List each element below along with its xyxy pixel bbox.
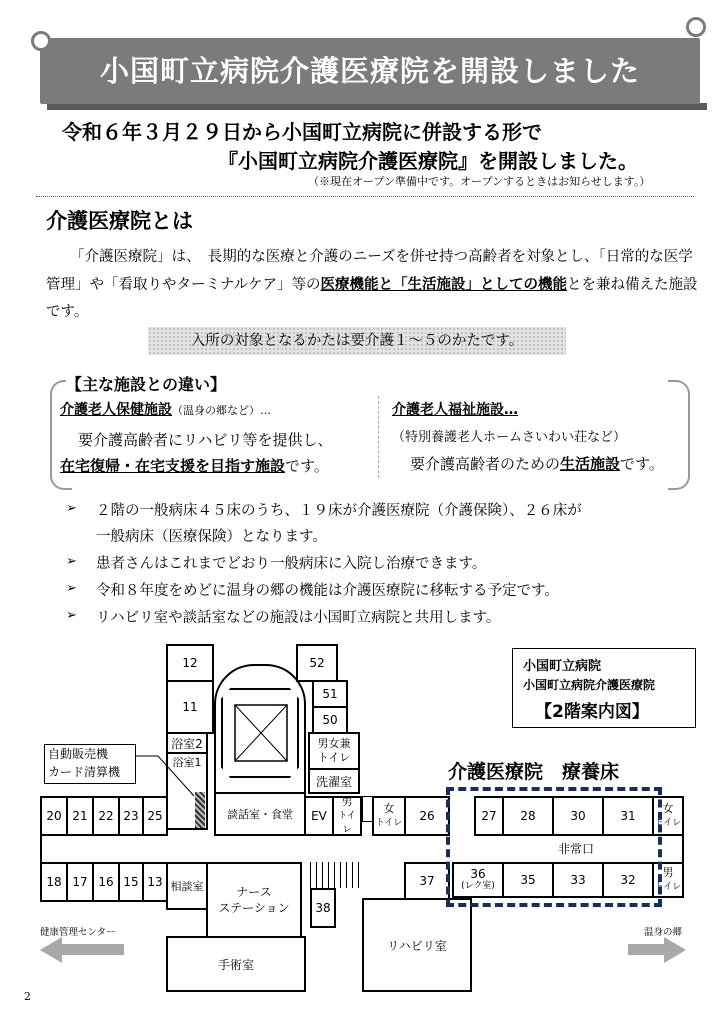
banner-curl-left bbox=[31, 31, 51, 51]
title-banner bbox=[40, 38, 700, 104]
lead-note: （※現在オープン準備中です。オープンするときはお知らせします。） bbox=[308, 175, 651, 188]
room-11: 11 bbox=[166, 680, 214, 734]
vending-leader-line bbox=[134, 750, 204, 800]
room-15: 15 bbox=[118, 862, 144, 902]
hoken-title: 介護老人保健施設 bbox=[60, 402, 172, 418]
bullet-arrow-icon: ➢ bbox=[66, 608, 77, 623]
differences-divider bbox=[378, 396, 379, 478]
bullet-item-4: リハビリ室や談話室などの施設は小国町立病院と共用します。 bbox=[96, 610, 501, 626]
fukushi-title: 介護老人福祉施設… bbox=[392, 402, 518, 418]
hoken-sub: （温身の郷など）… bbox=[172, 404, 271, 417]
female-label: 女 bbox=[383, 802, 395, 815]
legend-line-3: 【2階案内図】 bbox=[535, 702, 649, 722]
lead-line-1: 令和６年３月２９日から小国町立病院に併設する形で bbox=[62, 120, 542, 144]
hoken-text-1: 要介護高齢者にリハビリ等を提供し、 bbox=[78, 431, 333, 449]
description-paragraph bbox=[46, 244, 698, 326]
room-28: 28 bbox=[502, 796, 554, 836]
toilet-label: トイレ bbox=[338, 811, 356, 835]
lead-line-2: 『小国町立病院介護医療院』を開設しました。 bbox=[218, 149, 638, 173]
room-30: 30 bbox=[552, 796, 604, 836]
fukushi-text-a: 要介護高齢者のための bbox=[410, 455, 561, 473]
room-26: 26 bbox=[404, 796, 450, 836]
bullet-arrow-icon: ➢ bbox=[66, 581, 77, 596]
right-arrow-shaft bbox=[628, 944, 666, 955]
consultation-room: 相談室 bbox=[166, 862, 208, 910]
toilet-label: トイレ bbox=[654, 882, 682, 892]
bullet-item-1-cont: 一般病床（医療保険）となります。 bbox=[96, 529, 327, 545]
room-25: 25 bbox=[142, 796, 168, 836]
room-20: 20 bbox=[40, 796, 68, 836]
bath-1: 浴室1 bbox=[166, 752, 208, 772]
care-area-label: 介護医療院 療養床 bbox=[448, 761, 620, 783]
differences-bracket-right bbox=[668, 380, 690, 490]
room-36-number: 36 bbox=[470, 867, 486, 881]
room-18: 18 bbox=[40, 862, 68, 902]
nurse-station bbox=[206, 862, 302, 938]
bullet-arrow-icon: ➢ bbox=[66, 501, 77, 516]
target-banner: 入所の対象となるかたは要介護１～５のかたです。 bbox=[148, 327, 566, 355]
fukushi-sub: （特別養護老人ホームさいわい荘など） bbox=[392, 430, 627, 445]
male-toilet bbox=[332, 796, 362, 836]
unisex-label-2: トイレ bbox=[317, 751, 351, 764]
room-36-note: (レク室) bbox=[461, 881, 495, 891]
page-number: 2 bbox=[24, 990, 31, 1003]
floor-plan-legend bbox=[512, 648, 696, 728]
legend-line-1: 小国町立病院 bbox=[523, 659, 602, 674]
elevator: EV bbox=[304, 796, 334, 836]
room-21: 21 bbox=[66, 796, 94, 836]
nurse-label-1: ナース bbox=[236, 885, 272, 899]
unisex-label-1: 男女兼 bbox=[317, 737, 351, 750]
fukushi-text-b: です。 bbox=[620, 455, 664, 473]
room-38: 38 bbox=[310, 888, 336, 928]
title-banner-shadow bbox=[47, 103, 707, 110]
fukushi-text-underlined: 生活施設 bbox=[560, 455, 621, 473]
hoken-title-line bbox=[60, 399, 368, 419]
description-text-end: とを兼ね備えた施設です。 bbox=[46, 277, 698, 320]
vending-label-1: 自動販売機 bbox=[48, 747, 109, 761]
right-arrow-icon bbox=[664, 937, 686, 963]
room-52: 52 bbox=[296, 644, 338, 682]
room-32: 32 bbox=[602, 862, 654, 898]
room-17: 17 bbox=[66, 862, 94, 902]
legend-line-2: 小国町立病院介護医療院 bbox=[523, 678, 656, 692]
bath-2: 浴室2 bbox=[166, 732, 208, 754]
hoken-text-2 bbox=[60, 455, 329, 476]
room-27: 27 bbox=[474, 796, 504, 836]
unisex-toilet bbox=[308, 732, 360, 770]
room-13: 13 bbox=[142, 862, 168, 902]
toilet-label: トイレ bbox=[654, 818, 682, 828]
hoken-text-end: です。 bbox=[285, 457, 329, 475]
right-arrow-label: 温身の郷 bbox=[644, 927, 683, 938]
left-arrow-label: 健康管理センター bbox=[40, 927, 116, 938]
room-23: 23 bbox=[118, 796, 144, 836]
rehab-room: リハビリ室 bbox=[362, 898, 472, 992]
page-title: 小国町立病院介護医療院を開設しました bbox=[99, 54, 640, 88]
care-area-outline bbox=[446, 787, 662, 907]
room-16: 16 bbox=[92, 862, 120, 902]
stairs bbox=[310, 862, 364, 888]
vending-label-2: カード清算機 bbox=[48, 765, 121, 779]
room-50: 50 bbox=[312, 706, 348, 734]
fukushi-text bbox=[410, 453, 664, 474]
vending-callout bbox=[44, 744, 136, 784]
section-heading: 介護医療院とは bbox=[46, 209, 193, 233]
room-22: 22 bbox=[92, 796, 120, 836]
bullet-item-2: 患者さんはこれまでどおり一般病床に入院し治療できます。 bbox=[96, 556, 487, 572]
bullet-item-3: 令和８年度をめどに温身の郷の機能は介護医療院に移転する予定です。 bbox=[96, 583, 559, 599]
room-12: 12 bbox=[166, 644, 214, 682]
room-33: 33 bbox=[552, 862, 604, 898]
surgery-room: 手術室 bbox=[166, 936, 306, 992]
room-31: 31 bbox=[602, 796, 654, 836]
left-arrow-shaft bbox=[60, 944, 124, 955]
room-51: 51 bbox=[312, 680, 348, 708]
male-label: 男 bbox=[341, 795, 353, 808]
nurse-label-2: ステーション bbox=[218, 901, 290, 915]
differences-heading: 【主な施設との違い】 bbox=[66, 372, 232, 395]
female-toilet bbox=[372, 796, 406, 836]
emergency-exit-label: 非常口 bbox=[558, 842, 595, 856]
room-37: 37 bbox=[404, 862, 450, 900]
lounge-dining: 談話室・食堂 bbox=[214, 792, 306, 836]
banner-curl-right bbox=[686, 17, 706, 37]
description-underlined: 医療機能と「生活施設」としての機能 bbox=[320, 276, 567, 293]
left-arrow-icon bbox=[40, 937, 62, 963]
atrium-void-icon bbox=[234, 704, 288, 762]
laundry-room: 洗濯室 bbox=[308, 768, 360, 794]
hoken-text-underlined: 在宅復帰・在宅支援を目指す施設 bbox=[60, 457, 286, 475]
toilet-label: トイレ bbox=[375, 818, 403, 828]
female-label: 女 bbox=[662, 802, 674, 815]
description-text: 「介護医療院」は、 長期的な医療と介護のニーズを併せ持つ高齢者を対象とし、「日常的な医学管理」や「看取りやターミナルケア」等の bbox=[46, 249, 693, 293]
room-35: 35 bbox=[502, 862, 554, 898]
bullet-arrow-icon: ➢ bbox=[66, 554, 77, 569]
divider bbox=[36, 196, 694, 197]
male-label: 男 bbox=[662, 866, 674, 879]
bullet-item-1: ２階の一般病床４５床のうち、１９床が介護医療院（介護保険）、２６床が bbox=[96, 503, 582, 519]
